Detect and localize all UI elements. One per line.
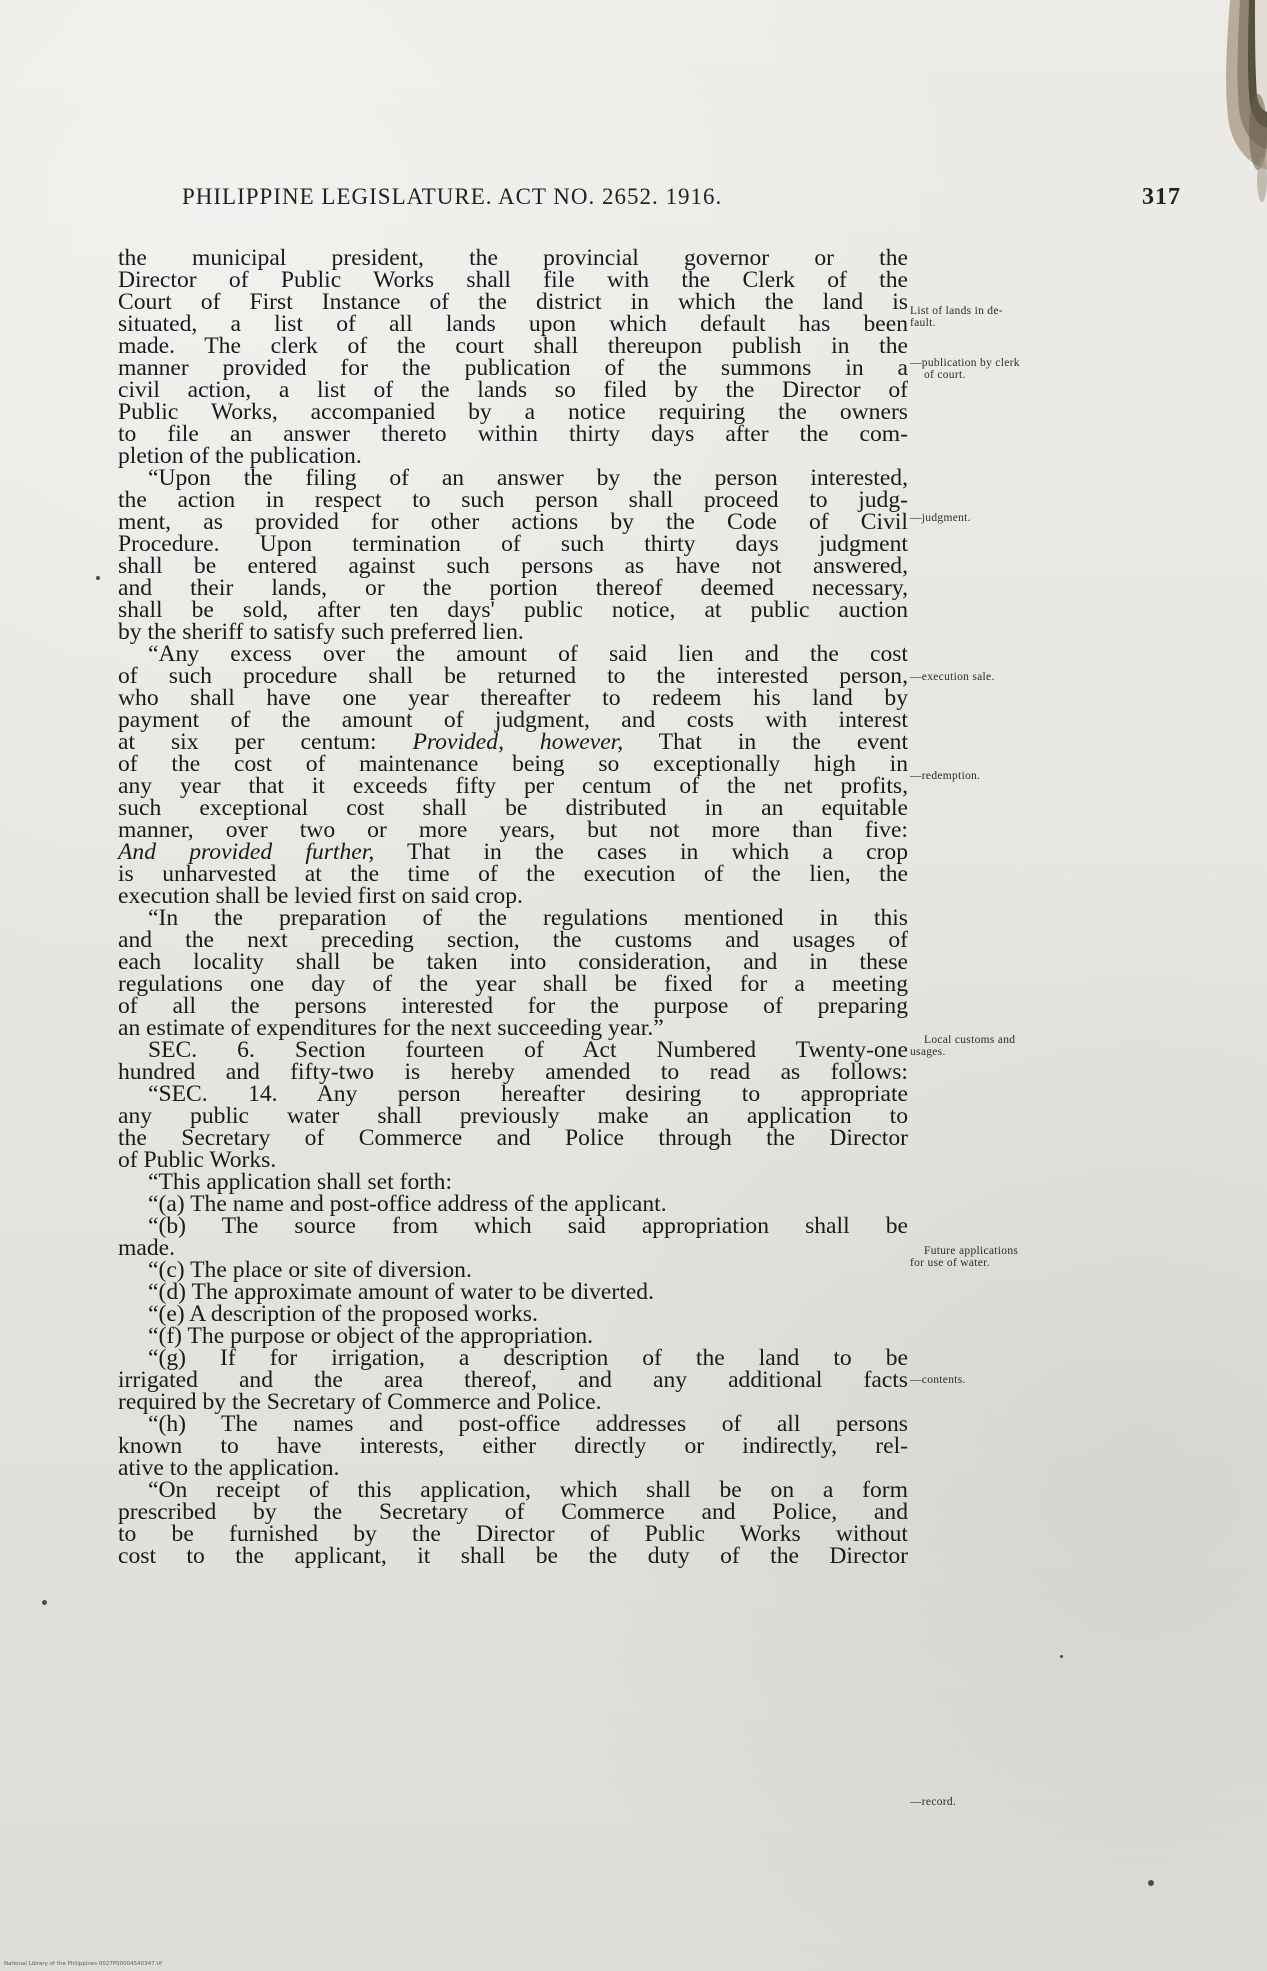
- dust-speck: [1148, 1880, 1154, 1886]
- text-line: manner, over two or more years, but not more than five:: [118, 817, 908, 843]
- margin-note-line: List of lands in de-: [910, 305, 1003, 317]
- running-header: [182, 184, 1262, 218]
- text-line: “(a) The name and post-office address of the applicant.: [148, 1191, 667, 1217]
- text-line: “(g) If for irrigation, a description of the land to be: [148, 1345, 908, 1371]
- text-line: by the sheriff to satisfy such preferred lien.: [118, 619, 524, 645]
- text-line: of all the persons interested for the purpose of preparing: [118, 993, 908, 1019]
- text-line: ative to the application.: [118, 1455, 340, 1481]
- text-line: “(c) The place or site of diversion.: [148, 1257, 472, 1283]
- text-line: shall be entered against such persons as have not answered,: [118, 553, 908, 579]
- text-line: “(e) A description of the proposed works.: [148, 1301, 538, 1327]
- text-line: “(d) The approximate amount of water to be diverted.: [148, 1279, 654, 1305]
- text-run: at six per centum:: [118, 729, 413, 755]
- text-line: Public Works, accompanied by a notice requiring the owners: [118, 399, 908, 425]
- text-line: “(b) The source from which said appropriation shall be: [148, 1213, 908, 1239]
- archive-stamp: National Library of the Philippines 0027P00004540347.tif: [4, 1961, 163, 1967]
- text-line: “Any excess over the amount of said lien and the cost: [148, 641, 908, 667]
- text-line: any public water shall previously make an application to: [118, 1103, 908, 1129]
- text-line: of Public Works.: [118, 1147, 277, 1173]
- text-line: “This application shall set forth:: [148, 1169, 453, 1195]
- margin-note-line: Future applications: [924, 1245, 1019, 1257]
- text-line: the action in respect to such person shall proceed to judg-: [118, 487, 908, 513]
- italic-proviso: Provided, however,: [412, 729, 624, 755]
- margin-note-list-of-lands: [910, 305, 1003, 329]
- text-line: shall be sold, after ten days' public notice, at public auction: [118, 597, 908, 623]
- margin-note-contents: —contents.: [910, 1374, 966, 1386]
- text-line: manner provided for the publication of the summons in a: [118, 355, 908, 381]
- running-title: PHILIPPINE LEGISLATURE. ACT NO. 2652. 1916.: [182, 184, 723, 209]
- text-line: situated, a list of all lands upon which default has been: [118, 311, 908, 337]
- text-line: is unharvested at the time of the execution of the lien, the: [118, 861, 908, 887]
- margin-note-line: for use of water.: [910, 1257, 990, 1269]
- text-line: Director of Public Works shall file with the Clerk of the: [118, 267, 908, 293]
- margin-note-execution-sale: —execution sale.: [910, 671, 995, 683]
- text-line: of the cost of maintenance being so exceptionally high in: [118, 751, 908, 777]
- text-line: and the next preceding section, the customs and usages of: [118, 927, 908, 953]
- text-line: “Upon the filing of an answer by the person interested,: [148, 465, 908, 491]
- text-line: Court of First Instance of the district in which the land is: [118, 289, 908, 315]
- text-line: “In the preparation of the regulations mentioned in this: [148, 905, 908, 931]
- dust-speck: [96, 576, 100, 580]
- text-line: who shall have one year thereafter to redeem his land by: [118, 685, 908, 711]
- text-line: to be furnished by the Director of Public Works without: [118, 1521, 908, 1547]
- text-line: Procedure. Upon termination of such thirty days judgment: [118, 531, 908, 557]
- text-line: regulations one day of the year shall be fixed for a meeting: [118, 971, 908, 997]
- text-line: SEC. 6. Section fourteen of Act Numbered Twenty-one: [148, 1037, 908, 1063]
- text-line: hundred and fifty-two is hereby amended to read as follows:: [118, 1059, 908, 1085]
- text-line: prescribed by the Secretary of Commerce and Police, and: [118, 1499, 908, 1525]
- text-run: That in the event: [623, 729, 908, 755]
- text-line: “On receipt of this application, which shall be on a form: [148, 1477, 908, 1503]
- dust-speck: [42, 1600, 47, 1605]
- text-line: “(h) The names and post-office addresses of all persons: [148, 1411, 908, 1437]
- text-line: the Secretary of Commerce and Police through the Director: [118, 1125, 908, 1151]
- text-line: execution shall be levied first on said crop.: [118, 883, 523, 909]
- text-line: made.: [118, 1235, 175, 1261]
- margin-note-line: usages.: [910, 1046, 946, 1058]
- margin-note-line: of court.: [924, 369, 966, 381]
- text-line: such exceptional cost shall be distributed in an equitable: [118, 795, 908, 821]
- text-line: payment of the amount of judgment, and costs with interest: [118, 707, 908, 733]
- text-line: made. The clerk of the court shall thereupon publish in the: [118, 333, 908, 359]
- margin-note-line: —publication by clerk: [910, 357, 1020, 369]
- margin-note-future-applications: [910, 1245, 1018, 1269]
- text-line: irrigated and the area thereof, and any additional facts: [118, 1367, 908, 1393]
- text-run: That in the cases in which a crop: [374, 839, 909, 865]
- margin-note-publication: [910, 357, 1020, 381]
- margin-note-record: —record.: [910, 1796, 957, 1808]
- text-line: ment, as provided for other actions by the Code of Civil: [118, 509, 908, 535]
- text-line: required by the Secretary of Commerce and Police.: [118, 1389, 602, 1415]
- text-line: and their lands, or the portion thereof deemed necessary,: [118, 575, 908, 601]
- text-line: to file an answer thereto within thirty days after the com-: [118, 421, 908, 447]
- text-line: “(f) The purpose or object of the appropriation.: [148, 1323, 594, 1349]
- dust-speck: [1060, 1655, 1063, 1658]
- text-line: known to have interests, either directly or indirectly, rel-: [118, 1433, 908, 1459]
- text-line: any year that it exceeds fifty per centum of the net profits,: [118, 773, 908, 799]
- margin-note-line: Local customs and: [924, 1034, 1016, 1046]
- page-number: 317: [1142, 184, 1181, 210]
- text-line: pletion of the publication.: [118, 443, 362, 469]
- margin-note-redemption: —redemption.: [910, 770, 981, 782]
- text-line: each locality shall be taken into consideration, and in these: [118, 949, 908, 975]
- text-line: civil action, a list of the lands so filed by the Director of: [118, 377, 908, 403]
- text-line: an estimate of expenditures for the next succeeding year.”: [118, 1015, 664, 1041]
- text-line: “SEC. 14. Any person hereafter desiring to appropriate: [148, 1081, 908, 1107]
- text-line: of such procedure shall be returned to the interested person,: [118, 663, 908, 689]
- italic-proviso: And provided further,: [118, 839, 375, 865]
- margin-note-line: fault.: [910, 317, 936, 329]
- margin-note-local-customs: [910, 1034, 1015, 1058]
- text-line: cost to the applicant, it shall be the duty of the Director: [118, 1543, 908, 1569]
- text-line: the municipal president, the provincial governor or the: [118, 245, 908, 271]
- margin-note-judgment: —judgment.: [910, 512, 971, 524]
